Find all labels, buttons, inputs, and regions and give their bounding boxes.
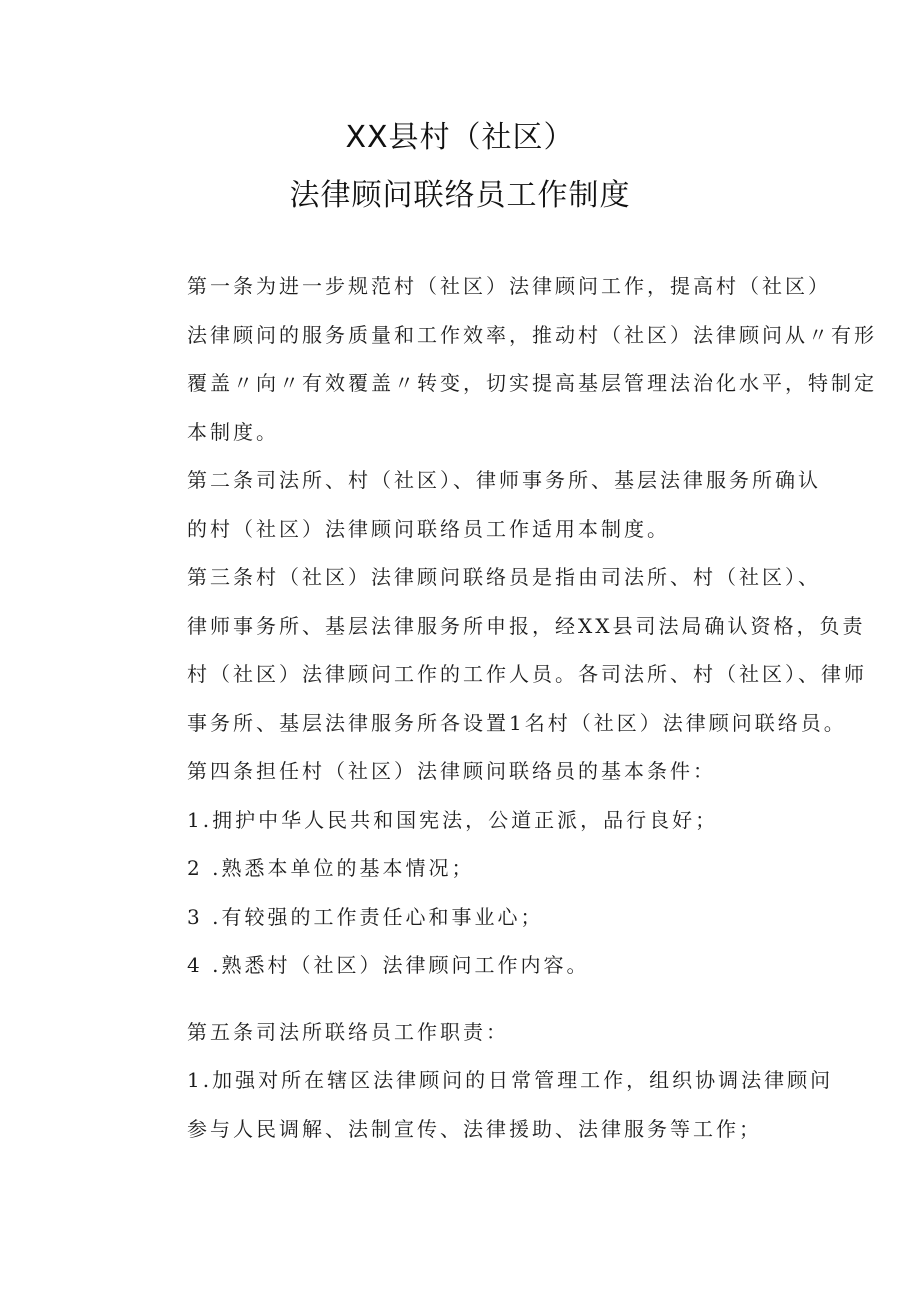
article-1-line: 第一条为进一步规范村（社区）法律顾问工作，提高村（社区） <box>187 274 831 298</box>
article-4-heading-text: 第四条担任村（社区）法律顾问联络员的基本条件： <box>187 759 716 783</box>
article-5-item-1-line: 参与人民调解、法制宣传、法律援助、法律服务等工作； <box>187 1116 762 1141</box>
article-4-item-1: 1.拥护中华人民共和国宪法，公道正派，品行良好； <box>187 807 719 832</box>
article-3-line: 律师事务所、基层法律服务所申报，经XX县司法局确认资格，负责 <box>187 613 866 638</box>
article-2-line: 的村（社区）法律顾问联络员工作适用本制度。 <box>187 516 670 541</box>
article-3-paragraph <box>141 553 867 747</box>
article-4-item-4: 4 .熟悉村（社区）法律顾问工作内容。 <box>187 953 590 977</box>
article-5-heading-text: 第五条司法所联络员工作职责： <box>187 1019 509 1044</box>
article-5-item-1-line: 1.加强对所在辖区法律顾问的日常管理工作，组织协调法律顾问 <box>187 1068 834 1092</box>
article-1-paragraph <box>141 262 877 456</box>
document-body <box>141 262 877 1153</box>
article-4-item-2: 2 .熟悉本单位的基本情况； <box>187 856 475 880</box>
article-5-item-1 <box>141 1056 834 1153</box>
article-1-line: 法律顾问的服务质量和工作效率，推动村（社区）法律顾问从〃有形 <box>187 322 877 347</box>
article-2-line: 第二条司法所、村（社区）、律师事务所、基层法律服务所确认 <box>187 468 821 492</box>
article-2-paragraph <box>141 456 821 553</box>
article-4-item-3: 3 .有较强的工作责任心和事业心； <box>187 904 544 929</box>
document-title-line-2: 法律顾问联络员工作制度 <box>289 178 631 213</box>
article-1-line: 本制度。 <box>187 419 279 444</box>
article-5-heading <box>141 1008 791 1057</box>
document-title-line-1: XX县村（社区） <box>345 120 575 155</box>
article-3-line: 事务所、基层法律服务所各设置1名村（社区）法律顾问联络员。 <box>187 710 847 735</box>
article-3-line: 第三条村（社区）法律顾问联络员是指由司法所、村（社区）、 <box>187 565 821 589</box>
article-1-line: 覆盖〃向〃有效覆盖〃转变，切实提高基层管理法治化水平，特制定 <box>187 371 877 395</box>
article-4-heading <box>141 747 791 796</box>
article-3-line: 村（社区）法律顾问工作的工作人员。各司法所、村（社区）、律师 <box>187 662 867 686</box>
